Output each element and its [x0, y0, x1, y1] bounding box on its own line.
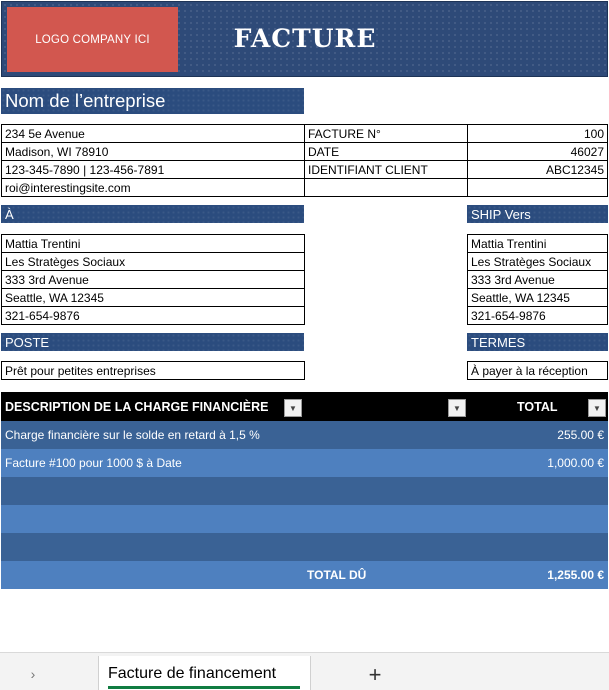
phone-line[interactable]: 123-345-7890 | 123-456-7891: [1, 160, 305, 179]
filter-dropdown-icon[interactable]: ▼: [284, 399, 302, 417]
table-row[interactable]: [1, 505, 608, 533]
ship-to-city[interactable]: Seattle, WA 12345: [467, 288, 608, 307]
row-total: 255.00 €: [557, 428, 604, 442]
charges-table-header: [1, 392, 608, 421]
row-description: Charge financière sur le solde en retard à 1,5 %: [5, 428, 260, 442]
invoice-date-value[interactable]: 46027: [467, 142, 608, 161]
total-due-label: TOTAL DÛ: [307, 568, 367, 582]
ship-to-name[interactable]: Mattia Trentini: [467, 234, 608, 253]
termes-label: TERMES: [467, 333, 608, 351]
address-line-1[interactable]: 234 5e Avenue: [1, 124, 305, 143]
bill-to-phone[interactable]: 321-654-9876: [1, 306, 305, 325]
total-due-row: [1, 561, 608, 589]
bill-to-company[interactable]: Les Stratèges Sociaux: [1, 252, 305, 271]
bill-to-name[interactable]: Mattia Trentini: [1, 234, 305, 253]
plus-icon[interactable]: +: [368, 662, 382, 687]
poste-label: POSTE: [1, 333, 304, 351]
company-name[interactable]: Nom de l’entreprise: [1, 88, 304, 114]
total-due-value[interactable]: 1,255.00 €: [547, 568, 604, 582]
ship-to-label: SHIP Vers: [467, 205, 608, 223]
company-logo-placeholder[interactable]: [7, 7, 178, 72]
invoice-title: FACTURE: [233, 23, 377, 53]
meta-value-empty[interactable]: [467, 178, 608, 197]
invoice-number-label: FACTURE N°: [304, 124, 468, 143]
meta-label-empty: [304, 178, 468, 197]
bill-to-city[interactable]: Seattle, WA 12345: [1, 288, 305, 307]
client-id-label: IDENTIFIANT CLIENT: [304, 160, 468, 179]
table-row[interactable]: [1, 449, 608, 477]
table-row[interactable]: [1, 533, 608, 561]
description-column-header: DESCRIPTION DE LA CHARGE FINANCIÈRE: [5, 399, 269, 414]
total-column-header: TOTAL: [517, 399, 558, 414]
address-line-2[interactable]: Madison, WI 78910: [1, 142, 305, 161]
ship-to-phone[interactable]: 321-654-9876: [467, 306, 608, 325]
row-description: Facture #100 pour 1000 $ à Date: [5, 456, 182, 470]
filter-dropdown-icon[interactable]: ▼: [448, 399, 466, 417]
invoice-number-value[interactable]: 100: [467, 124, 608, 143]
row-total: 1,000.00 €: [547, 456, 604, 470]
ship-to-company[interactable]: Les Stratèges Sociaux: [467, 252, 608, 271]
bill-to-label: À: [1, 205, 304, 223]
bill-to-street[interactable]: 333 3rd Avenue: [1, 270, 305, 289]
table-row[interactable]: [1, 477, 608, 505]
chevron-right-icon[interactable]: ›: [30, 666, 36, 682]
filter-dropdown-icon[interactable]: ▼: [588, 399, 606, 417]
invoice-date-label: DATE: [304, 142, 468, 161]
logo-text: LOGO COMPANY ICI: [35, 33, 150, 46]
client-id-value[interactable]: ABC12345: [467, 160, 608, 179]
ship-to-street[interactable]: 333 3rd Avenue: [467, 270, 608, 289]
sheet-tab-label[interactable]: Facture de financement: [108, 665, 277, 682]
active-tab-underline: [108, 686, 300, 689]
termes-value[interactable]: À payer à la réception: [467, 361, 608, 380]
email-line[interactable]: roi@interestingsite.com: [1, 178, 305, 197]
table-row[interactable]: [1, 421, 608, 449]
poste-value[interactable]: Prêt pour petites entreprises: [1, 361, 305, 380]
